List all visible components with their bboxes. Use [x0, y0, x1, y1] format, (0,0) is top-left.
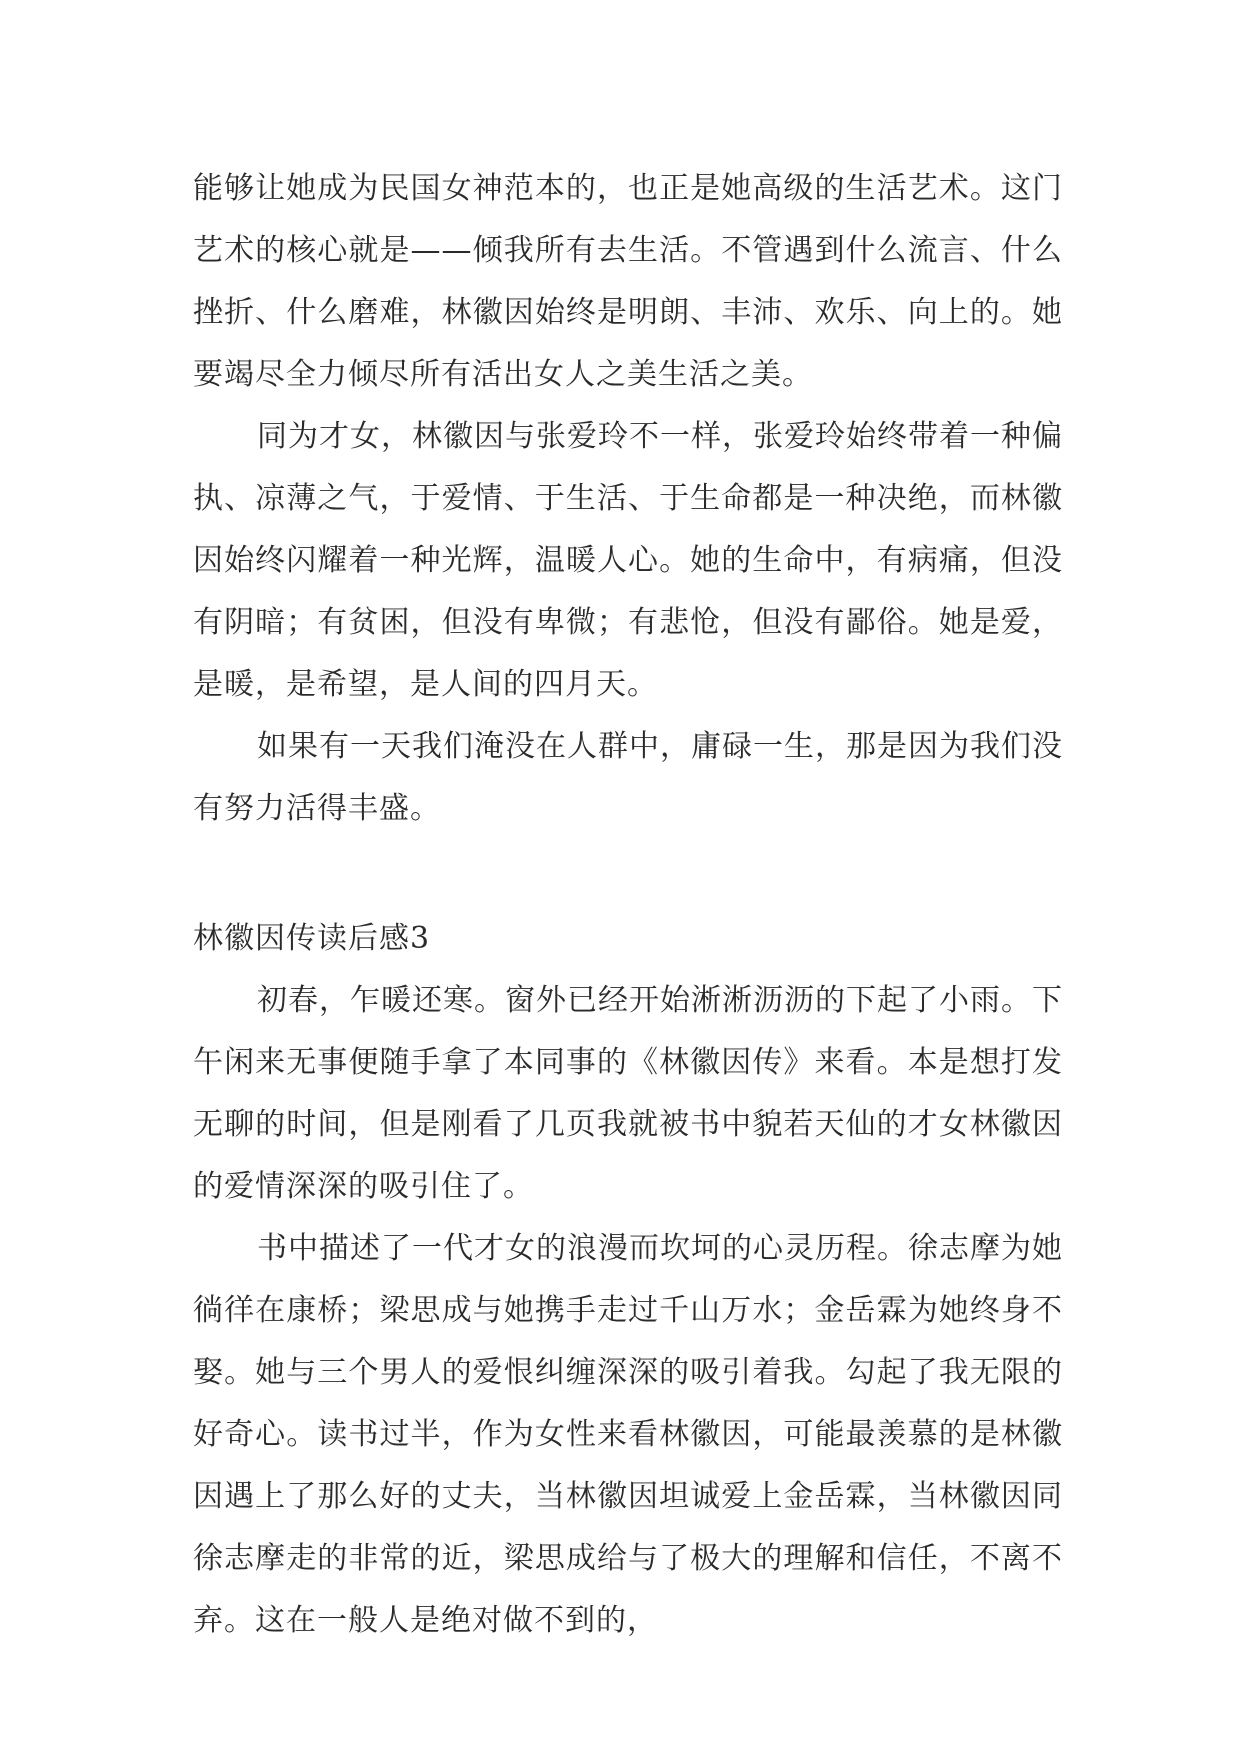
section-heading: 林徽因传读后感3: [193, 921, 431, 956]
paragraph-4: 初春，乍暖还寒。窗外已经开始淅淅沥沥的下起了小雨。下午闲来无事便随手拿了本同事的《林徽因传》来看。本是想打发无聊的时间，但是刚看了几页我就被书中貌若天仙的才女林徽因的爱情深深的吸引住了。: [193, 983, 1063, 1204]
paragraph-3: 如果有一天我们淹没在人群中，庸碌一生，那是因为我们没有努力活得丰盛。: [193, 729, 1063, 826]
paragraph-1: 能够让她成为民国女神范本的，也正是她高级的生活艺术。这门艺术的核心就是——倾我所有去生活。不管遇到什么流言、什么挫折、什么磨难，林徽因始终是明朗、丰沛、欢乐、向上的。她要竭尽全力倾尽所有活出女人之美生活之美。: [193, 171, 1063, 392]
paragraph-5: 书中描述了一代才女的浪漫而坎坷的心灵历程。徐志摩为她徜徉在康桥；梁思成与她携手走过千山万水；金岳霖为她终身不娶。她与三个男人的爱恨纠缠深深的吸引着我。勾起了我无限的好奇心。读书过半，作为女性来看林徽因，可能最羡慕的是林徽因遇上了那么好的丈夫，当林徽因坦诚爱上金岳霖，当林徽因同徐志摩走的非常的近，梁思成给与了极大的理解和信任，不离不弃。这在一般人是绝对做不到的，: [193, 1231, 1063, 1638]
paragraph-2: 同为才女，林徽因与张爱玲不一样，张爱玲始终带着一种偏执、凉薄之气，于爱情、于生活、于生命都是一种决绝，而林徽因始终闪耀着一种光辉，温暖人心。她的生命中，有病痛，但没有阴暗；有贫困，但没有卑微；有悲怆，但没有鄙俗。她是爱，是暖，是希望，是人间的四月天。: [193, 419, 1063, 702]
document-body: [193, 158, 1063, 1652]
